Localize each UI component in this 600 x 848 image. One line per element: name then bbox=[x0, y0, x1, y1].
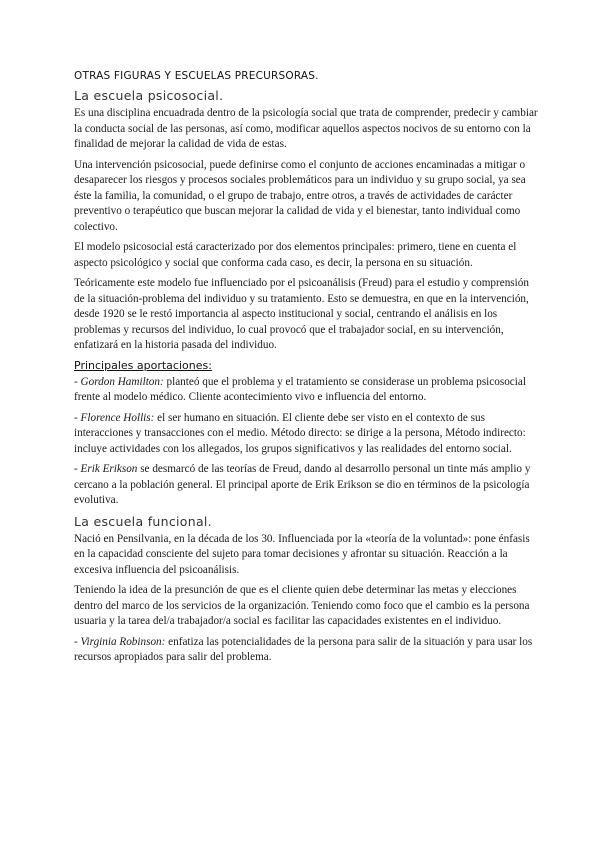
paragraph: El modelo psicosocial está caracterizado por dos elementos principales: primero, tiene en cuenta el aspecto psicológico y social que conforma cada caso, es decir, la persona en su situación. bbox=[74, 241, 517, 269]
author-name: Gordon Hamilton: bbox=[80, 375, 164, 388]
page-title: OTRAS FIGURAS Y ESCUELAS PRECURSORAS. bbox=[74, 70, 319, 82]
paragraph: Nació en Pensilvania, en la década de los 30. Influenciada por la «teoría de la voluntad»: pone énfasis en la capacidad consciente del sujeto para tomar decisiones y afrontar su situación. Reacción a la excesiva influencia del psicoanálisis. bbox=[74, 532, 530, 576]
section-heading-psicosocial: La escuela psicosocial. bbox=[74, 88, 224, 103]
contribution-item: - Florence Hollis: el ser humano en situación. El cliente debe ser visto en el contexto de sus interacciones y transacciones con el medio. Método directo: se dirige a la persona, Método indirecto: incluye actividades con los allegados, los grupos significativos y las realidades del entorno social. bbox=[74, 411, 526, 455]
contributions-heading: Principales aportaciones: bbox=[74, 358, 212, 372]
author-name: Florence Hollis: bbox=[80, 411, 155, 424]
paragraph: Teóricamente este modelo fue influenciado por el psicoanálisis (Freud) para el estudio y comprensión de la situación-problema del individuo y su tratamiento. Esto se demuestra, en que en la intervención, desde 1920 se le restó importancia al aspecto institucional y social, centrando el análisis en los problemas y recursos del individuo, lo cual provocó que el trabajador social, en su intervención, enfatizará en la historia pasada del individuo. bbox=[74, 277, 529, 351]
section-heading-funcional: La escuela funcional. bbox=[74, 513, 212, 529]
contribution-item: - Erik Erikson se desmarcó de las teorías de Freud, dando al desarrollo personal un tinte más amplio y cercano a la población general. El principal aporte de Erik Erikson se dio en términos de la psicología evolutiva. bbox=[74, 463, 531, 506]
paragraph: Teniendo la idea de la presunción de que es el cliente quien debe determinar las metas y elecciones dentro del marco de los servicios de la organización. Teniendo como foco que el cambio es la persona usuaria y la tarea del/a trabajador/a social es facilitar las capacidades existentes en el individuo. bbox=[74, 584, 530, 627]
paragraph: Es una disciplina encuadrada dentro de la psicología social que trata de comprender, predecir y cambiar la conducta social de las personas, así como, modificar aquellos aspectos nocivos de su entorno con la finalidad de mejorar la calidad de vida de estas. bbox=[74, 107, 538, 150]
paragraph: Una intervención psicosocial, puede definirse como el conjunto de acciones encaminadas a mitigar o desaparecer los riesgos y procesos sociales problemáticos para un individuo y su grupo social, ya sea éste la familia, la comunidad, o el grupo de trabajo, entre otros, a través de actividades de carácter preventivo o terapéutico que buscan mejorar la calidad de vida y el bienestar, tanto individual como colectivo. bbox=[74, 158, 526, 233]
author-name: Erik Erikson bbox=[80, 463, 138, 475]
contribution-item: - Virginia Robinson: enfatiza las potencialidades de la persona para salir de la situación y para usar los recursos apropiados para salir del problema. bbox=[74, 635, 533, 663]
contribution-item: - Gordon Hamilton: planteó que el problema y el tratamiento se considerase un problema psicosocial frente al modelo médico. Cliente acontecimiento vivo e influencia del entorno. bbox=[74, 375, 526, 403]
author-name: Virginia Robinson: bbox=[80, 635, 166, 648]
